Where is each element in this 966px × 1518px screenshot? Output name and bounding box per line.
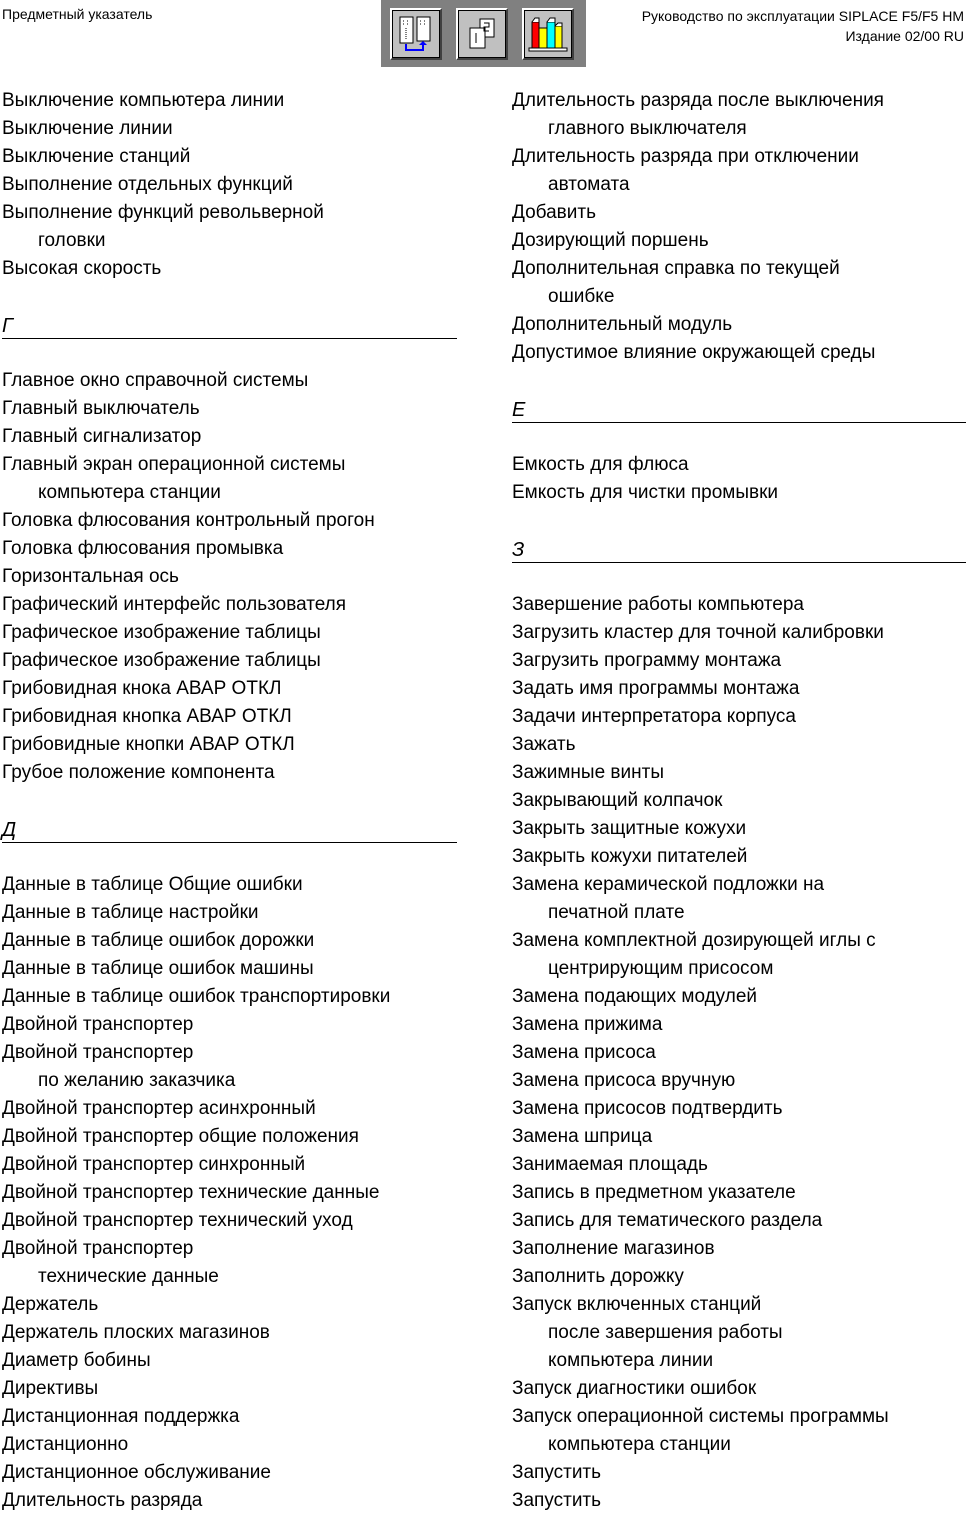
index-entry-text: Запуск диагностики ошибок <box>512 1378 757 1399</box>
index-entry-text: Главный сигнализатор <box>2 426 202 447</box>
index-entry-text: Выключение станций <box>2 146 191 167</box>
index-entry-text: Задачи интерпретатора корпуса <box>512 706 796 727</box>
index-entry-text: Допустимое влияние окружающей среды <box>512 342 876 363</box>
index-entry[interactable] <box>2 367 457 395</box>
index-entry[interactable] <box>2 703 457 731</box>
index-entry[interactable] <box>2 1459 457 1487</box>
section-title: Предметный указатель <box>2 6 153 22</box>
index-entry-text: Занимаемая площадь <box>512 1154 708 1175</box>
index-entry[interactable] <box>2 171 457 199</box>
index-entry-text: Длительность разряда после выключения <box>512 90 884 111</box>
index-entry[interactable] <box>2 451 457 507</box>
index-entry[interactable] <box>2 1487 457 1515</box>
index-entry-text: Закрыть защитные кожухи <box>512 818 747 839</box>
index-entry-text: Запись в предметном указателе <box>512 1182 796 1203</box>
index-entry[interactable] <box>2 1375 457 1403</box>
index-entry[interactable] <box>512 199 966 227</box>
index-entry-text: Дистанционно <box>2 1434 129 1455</box>
document-info <box>642 6 964 46</box>
index-entry-text: Замена присоса <box>512 1042 656 1063</box>
index-entry-text: Замена подающих модулей <box>512 986 758 1007</box>
index-entry[interactable] <box>2 1403 457 1431</box>
index-entry-text: Данные в таблице настройки <box>2 902 259 923</box>
index-column-right <box>512 87 966 1515</box>
index-entry[interactable] <box>512 1067 966 1095</box>
index-entry-text: Головка флюсования контрольный прогон <box>2 510 375 531</box>
index-entry[interactable] <box>2 1179 457 1207</box>
index-entry[interactable] <box>512 1207 966 1235</box>
index-entry[interactable] <box>512 1123 966 1151</box>
index-entry[interactable] <box>2 423 457 451</box>
index-entry[interactable] <box>2 927 457 955</box>
index-entry[interactable] <box>512 311 966 339</box>
index-entry-text: Данные в таблице ошибок дорожки <box>2 930 315 951</box>
index-entry-text: Графическое изображение таблицы <box>2 650 321 671</box>
index-entry[interactable] <box>2 1151 457 1179</box>
library-button[interactable] <box>522 8 574 60</box>
index-entry-text: Заполнение магазинов <box>512 1238 715 1259</box>
index-entry-text: Высокая скорость <box>2 258 162 279</box>
section-heading: Е <box>512 395 966 423</box>
index-entry[interactable] <box>2 983 457 1011</box>
index-column-left <box>2 87 457 1515</box>
index-entry-continuation: по желанию заказчика <box>38 1070 236 1091</box>
index-entry-text: Выполнение отдельных функций <box>2 174 293 195</box>
index-entry-continuation: технические данные <box>38 1266 219 1287</box>
index-entry[interactable] <box>512 675 966 703</box>
index-entry[interactable] <box>2 955 457 983</box>
section-heading: Г <box>2 311 457 339</box>
index-entry-text: Двойной транспортер общие положения <box>2 1126 359 1147</box>
index-entry-text: Замена комплектной дозирующей иглы с <box>512 930 876 951</box>
index-entry[interactable] <box>512 1403 966 1459</box>
index-entry-text: Замена шприца <box>512 1126 653 1147</box>
index-entry[interactable] <box>2 87 457 115</box>
index-entry[interactable] <box>512 143 966 199</box>
index-entry-text: Главный выключатель <box>2 398 200 419</box>
index-entry-continuation: ошибке <box>548 286 615 307</box>
index-entry-text: Выключение линии <box>2 118 173 139</box>
index-entry[interactable] <box>2 255 457 283</box>
index-entry[interactable] <box>512 1459 966 1487</box>
index-entry[interactable] <box>2 1123 457 1151</box>
index-entry-continuation: после завершения работы <box>548 1322 783 1343</box>
index-entry[interactable] <box>512 815 966 843</box>
index-entry[interactable] <box>512 927 966 983</box>
index-entry-text: Данные в таблице ошибок машины <box>2 958 314 979</box>
index-entry-text: Замена прижима <box>512 1014 663 1035</box>
index-entry-text: Главное окно справочной системы <box>2 370 309 391</box>
index-entry-text: Емкость для чистки промывки <box>512 482 779 503</box>
index-entry-text: Добавить <box>512 202 596 223</box>
index-entry-continuation: головки <box>38 230 106 251</box>
index-entry-continuation: компьютера станции <box>38 482 221 503</box>
contents-button[interactable] <box>390 8 442 60</box>
index-entry[interactable] <box>2 563 457 591</box>
index-entry[interactable] <box>2 1207 457 1235</box>
index-entry[interactable] <box>2 759 457 787</box>
index-entry-text: Данные в таблице Общие ошибки <box>2 874 303 895</box>
manual-title: Руководство по эксплуатации SIPLACE F5/F5 HM <box>641 8 964 24</box>
index-entry[interactable] <box>2 1319 457 1347</box>
index-entry-text: Двойной транспортер технический уход <box>2 1210 353 1231</box>
index-entry-continuation: компьютера линии <box>548 1350 714 1371</box>
index-entry[interactable] <box>512 339 966 367</box>
index-entry[interactable] <box>512 983 966 1011</box>
index-entry[interactable] <box>2 899 457 927</box>
index-entry-text: Длительность разряда при отключении <box>512 146 859 167</box>
index-entry-text: Главный экран операционной системы <box>2 454 346 475</box>
index-entry-text: Данные в таблице ошибок транспортировки <box>2 986 391 1007</box>
index-entry-text: Загрузить программу монтажа <box>512 650 782 671</box>
index-entry[interactable] <box>2 731 457 759</box>
index-entry-text: Запустить <box>512 1462 602 1483</box>
index-entry-text: Запуск операционной системы программы <box>512 1406 889 1427</box>
index-entry[interactable] <box>2 647 457 675</box>
index-entry-continuation: компьютера станции <box>548 1434 731 1455</box>
index-entry[interactable] <box>2 1291 457 1319</box>
index-entry-text: Держатель <box>2 1294 99 1315</box>
index-entry-text: Заполнить дорожку <box>512 1266 684 1287</box>
index-entry[interactable] <box>512 87 966 143</box>
index-entry[interactable] <box>512 759 966 787</box>
index-entry[interactable] <box>2 1095 457 1123</box>
index-entry-text: Двойной транспортер технические данные <box>2 1182 380 1203</box>
navigation-toolbar <box>381 0 586 67</box>
index-entry[interactable] <box>2 675 457 703</box>
index-entry-text: Держатель плоских магазинов <box>2 1322 270 1343</box>
index-entry[interactable] <box>2 591 457 619</box>
index-entry-continuation: автомата <box>548 174 630 195</box>
index-entry[interactable] <box>2 115 457 143</box>
index-entry-text: Загрузить кластер для точной калибровки <box>512 622 884 643</box>
pages-icon <box>462 14 502 54</box>
index-entry-text: Дистанционное обслуживание <box>2 1462 271 1483</box>
index-entry-text: Замена присосов подтвердить <box>512 1098 783 1119</box>
index-entry-text: Запустить <box>512 1490 602 1511</box>
index-entry[interactable] <box>512 1011 966 1039</box>
index-entry[interactable] <box>512 1151 966 1179</box>
index-entry-continuation: центрирующим присосом <box>548 958 774 979</box>
index-entry[interactable] <box>512 871 966 927</box>
index-entry-text: Двойной транспортер <box>2 1042 194 1063</box>
index-entry[interactable] <box>512 591 966 619</box>
index-entry[interactable] <box>2 1235 457 1291</box>
pages-button[interactable] <box>456 8 508 60</box>
index-entry-text: Двойной транспортер синхронный <box>2 1154 306 1175</box>
index-entry-text: Зажать <box>512 734 576 755</box>
index-entry[interactable] <box>2 871 457 899</box>
index-entry-text: Выключение компьютера линии <box>2 90 285 111</box>
index-entry[interactable] <box>512 479 966 507</box>
index-entry[interactable] <box>2 1347 457 1375</box>
index-entry-text: Двойной транспортер асинхронный <box>2 1098 316 1119</box>
index-entry[interactable] <box>512 1291 966 1375</box>
index-entry-text: Диаметр бобины <box>2 1350 151 1371</box>
index-entry-text: Емкость для флюса <box>512 454 689 475</box>
section-heading: З <box>512 535 966 563</box>
index-entry[interactable] <box>512 1263 966 1291</box>
index-entry-text: Задать имя программы монтажа <box>512 678 800 699</box>
edition: Издание 02/00 RU <box>845 28 964 44</box>
index-entry[interactable] <box>2 199 457 255</box>
section-heading: Д <box>2 815 457 843</box>
index-entry-text: Выполнение функций револьверной <box>2 202 324 223</box>
index-entry-text: Замена присоса вручную <box>512 1070 736 1091</box>
index-entry-text: Директивы <box>2 1378 99 1399</box>
index-entry[interactable] <box>2 535 457 563</box>
index-entry-text: Грибовидная кнопка АВАР ОТКЛ <box>2 706 292 727</box>
index-entry-continuation: печатной плате <box>548 902 685 923</box>
index-entry[interactable] <box>512 1179 966 1207</box>
index-entry[interactable] <box>2 1011 457 1039</box>
index-entry-text: Горизонтальная ось <box>2 566 179 587</box>
index-entry-text: Замена керамической подложки на <box>512 874 825 895</box>
contents-jump-icon <box>396 14 436 54</box>
index-entry-text: Закрыть кожухи питателей <box>512 846 748 867</box>
index-entry-text: Головка флюсования промывка <box>2 538 284 559</box>
index-entry-text: Грубое положение компонента <box>2 762 275 783</box>
index-entry[interactable] <box>512 1487 966 1515</box>
index-entry-text: Завершение работы компьютера <box>512 594 804 615</box>
index-entry[interactable] <box>512 1375 966 1403</box>
index-entry-text: Двойной транспортер <box>2 1238 194 1259</box>
index-entry[interactable] <box>512 619 966 647</box>
index-entry-text: Дозирующий поршень <box>512 230 709 251</box>
index-entry[interactable] <box>512 731 966 759</box>
index-entry[interactable] <box>512 1235 966 1263</box>
index-entry-text: Двойной транспортер <box>2 1014 194 1035</box>
index-entry-text: Графическое изображение таблицы <box>2 622 321 643</box>
index-entry-text: Длительность разряда <box>2 1490 203 1511</box>
index-entry-text: Запуск включенных станций <box>512 1294 762 1315</box>
index-entry[interactable] <box>512 647 966 675</box>
index-entry[interactable] <box>512 787 966 815</box>
index-entry-text: Закрывающий колпачок <box>512 790 723 811</box>
index-entry-text: Зажимные винты <box>512 762 664 783</box>
books-library-icon <box>526 12 570 56</box>
index-entry[interactable] <box>512 843 966 871</box>
index-entry[interactable] <box>512 255 966 311</box>
index-entry[interactable] <box>2 619 457 647</box>
index-entry[interactable] <box>512 1095 966 1123</box>
index-entry[interactable] <box>512 227 966 255</box>
index-entry-continuation: главного выключателя <box>548 118 747 139</box>
index-entry-text: Грибовидные кнопки АВАР ОТКЛ <box>2 734 295 755</box>
index-entry[interactable] <box>2 507 457 535</box>
index-entry-text: Дополнительный модуль <box>512 314 733 335</box>
index-entry[interactable] <box>2 143 457 171</box>
index-entry-text: Графический интерфейс пользователя <box>2 594 347 615</box>
index-entry[interactable] <box>512 1039 966 1067</box>
index-entry[interactable] <box>2 1431 457 1459</box>
index-entry-text: Запись для тематического раздела <box>512 1210 823 1231</box>
index-entry[interactable] <box>512 703 966 731</box>
index-entry-text: Дистанционная поддержка <box>2 1406 240 1427</box>
index-entry-text: Грибовидная кнока АВАР ОТКЛ <box>2 678 282 699</box>
index-entry[interactable] <box>2 1039 457 1095</box>
index-entry-text: Дополнительная справка по текущей <box>512 258 840 279</box>
index-entry[interactable] <box>512 451 966 479</box>
index-entry[interactable] <box>2 395 457 423</box>
